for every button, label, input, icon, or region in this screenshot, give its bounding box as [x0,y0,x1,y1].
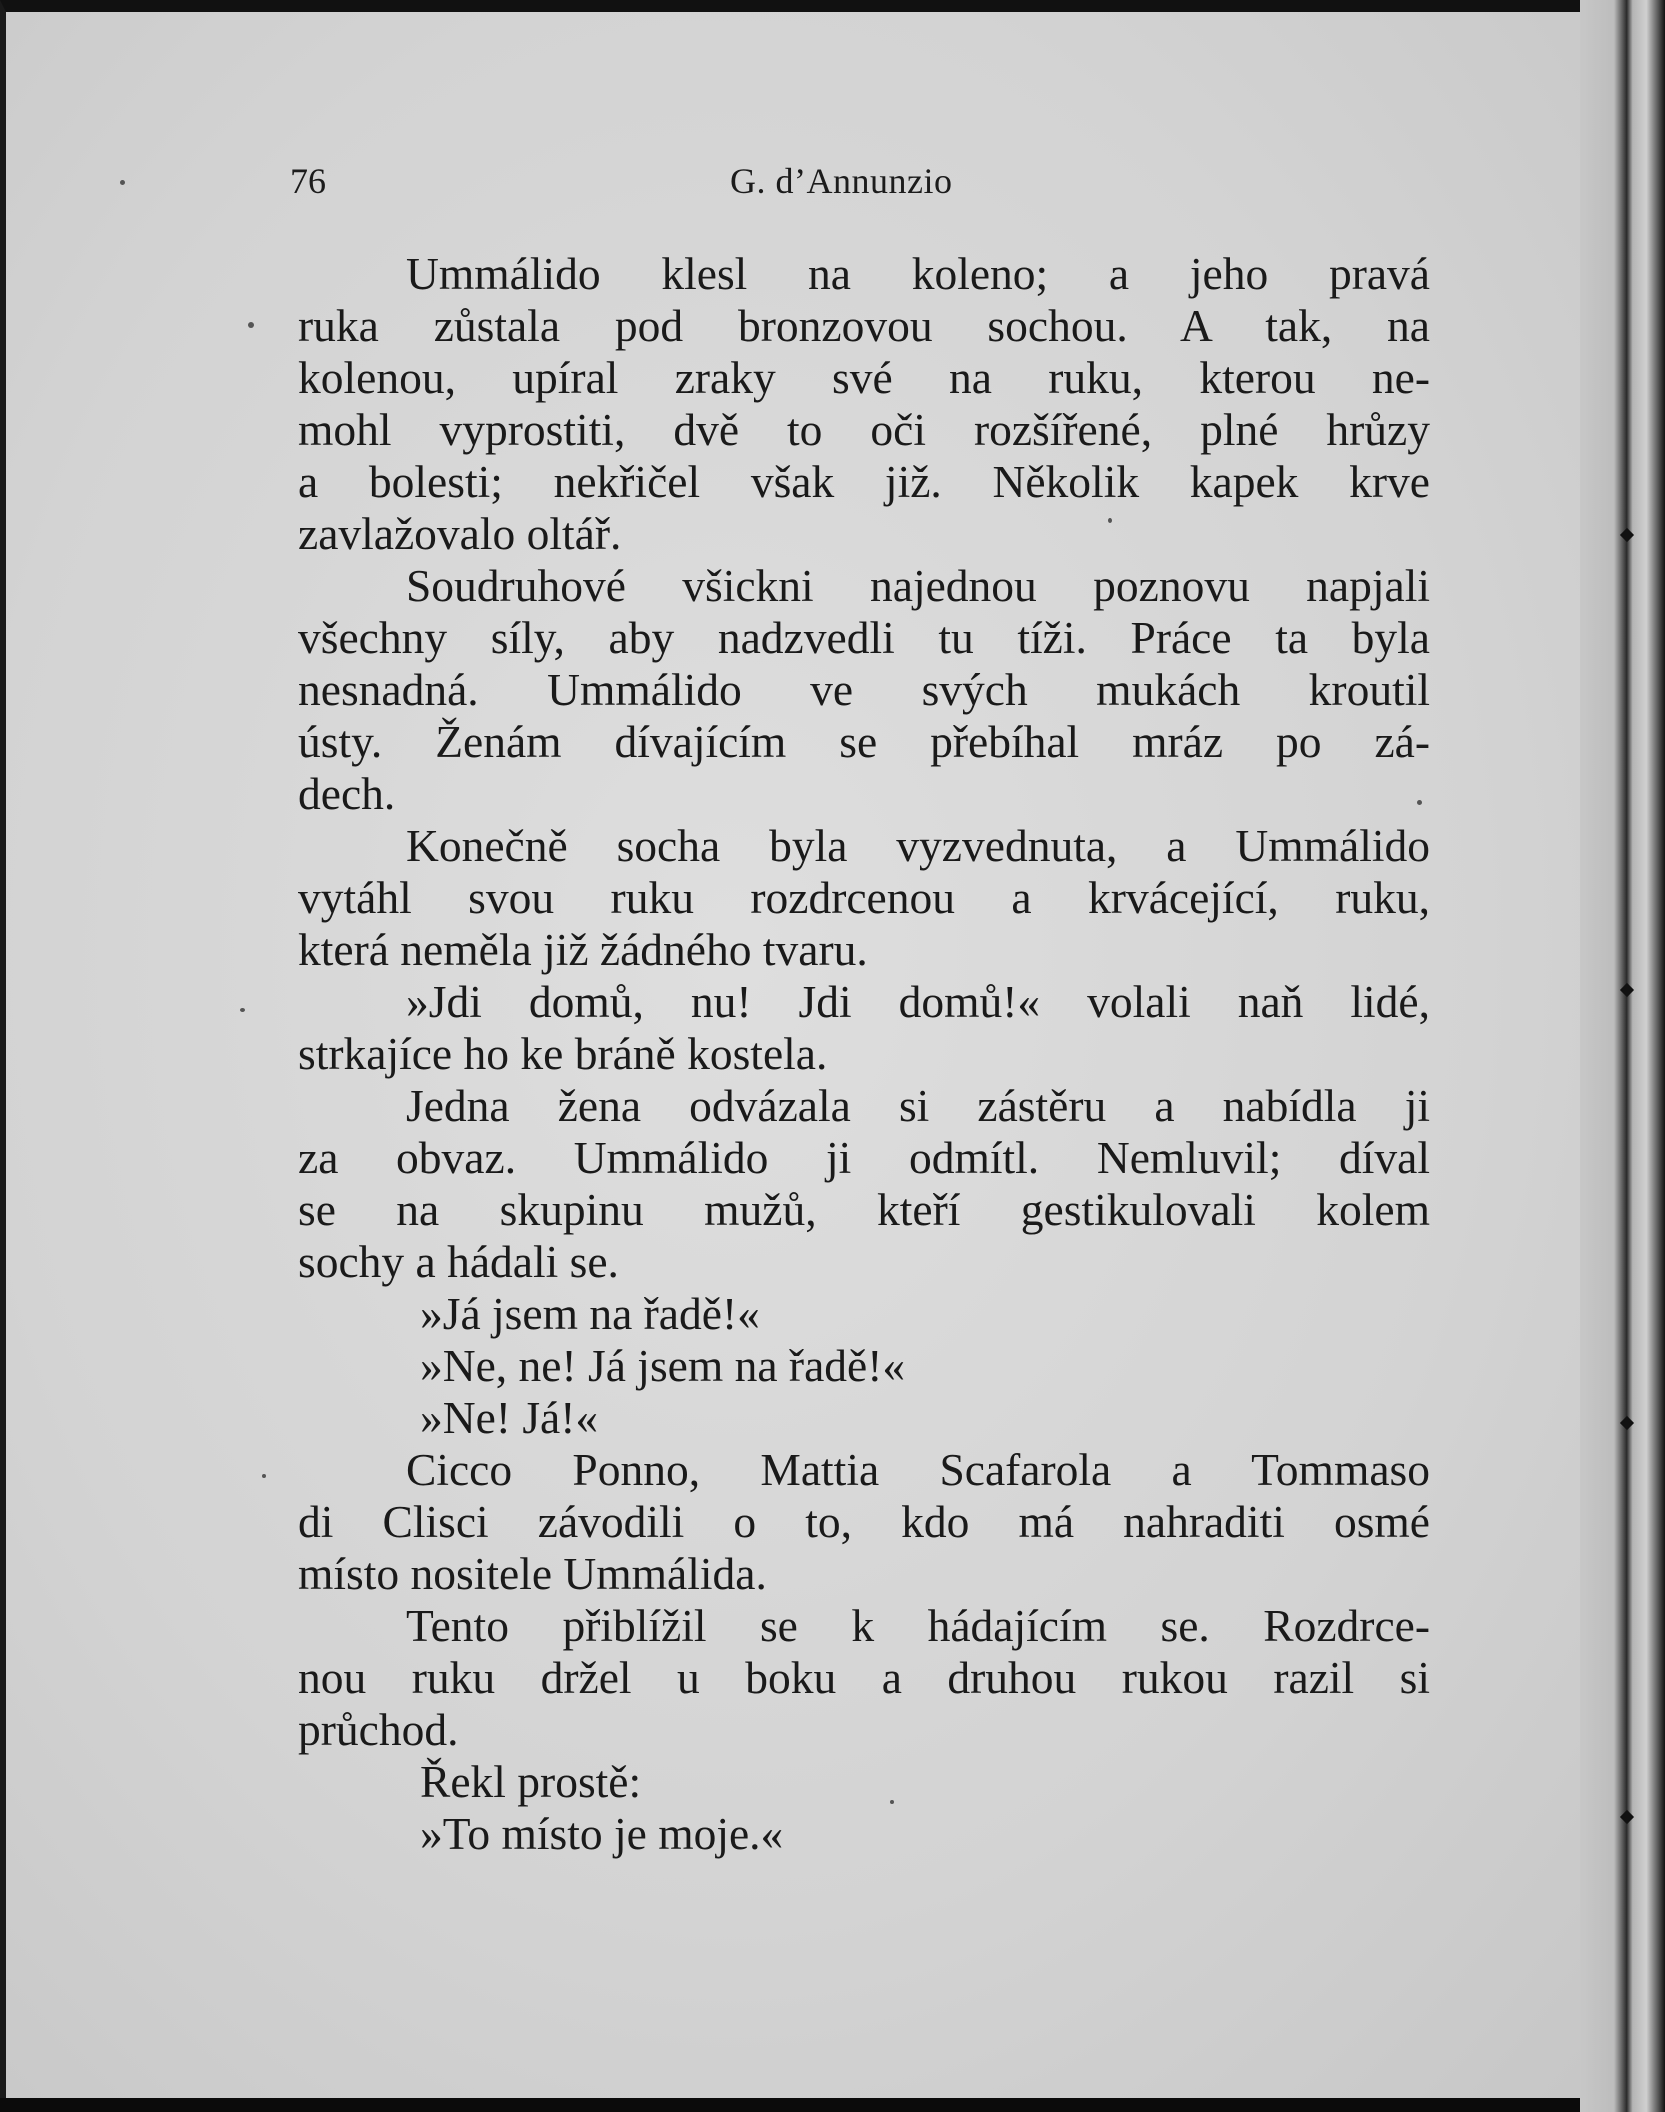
text-line: ruka zůstala pod bronzovou sochou. A tak, na [298,300,1430,351]
text-line: Řekl prostě: [420,1756,642,1807]
text-line: »Jdi domů, nu! Jdi domů!« volali naň lidé, [406,976,1430,1027]
text-line: sochy a hádali se. [298,1236,619,1287]
paper-speck [1108,518,1112,523]
text-line: di Clisci závodili o to, kdo má nahraditi osmé [298,1496,1430,1547]
body-text [298,248,1430,1860]
text-line: mohl vyprostiti, dvě to oči rozšířené, plné hrůzy [298,404,1430,455]
page-number: 76 [290,161,326,201]
text-line: se na skupinu mužů, kteří gestikulovali kolem [298,1184,1430,1235]
text-line: průchod. [298,1704,459,1755]
book-spine [1580,0,1665,2112]
paper-speck [248,322,254,328]
text-line: dech. [298,768,396,819]
text-line: »Ne, ne! Já jsem na řadě!« [420,1340,906,1391]
paper-speck [1417,800,1422,805]
text-line: ústy. Ženám dívajícím se přebíhal mráz po zá- [298,716,1430,767]
text-line: která neměla již žádného tvaru. [298,924,868,975]
text-line: vytáhl svou ruku rozdrcenou a krvácející, ruku, [298,872,1430,923]
text-line: »Já jsem na řadě!« [420,1288,760,1339]
text-line: Soudruhové všickni najednou poznovu napjali [406,560,1430,611]
text-line: Konečně socha byla vyzvednuta, a Ummálido [406,820,1430,871]
text-line: »To místo je moje.« [420,1808,784,1859]
paper-speck [240,1008,245,1012]
text-line: kolenou, upíral zraky své na ruku, kterou ne- [298,352,1430,403]
text-line: zavlažovalo oltář. [298,508,622,559]
text-line: všechny síly, aby nadzvedli tu tíži. Práce ta byla [298,612,1430,663]
text-line: strkajíce ho ke bráně kostela. [298,1028,828,1079]
text-line: Jedna žena odvázala si zástěru a nabídla ji [406,1080,1430,1131]
running-head: G. d’Annunzio [730,161,953,201]
text-line: Ummálido klesl na koleno; a jeho pravá [406,248,1430,299]
text-line: nou ruku držel u boku a druhou rukou razil si [298,1652,1430,1703]
text-line: nesnadná. Ummálido ve svých mukách kroutil [298,664,1430,715]
text-line: a bolesti; nekřičel však již. Několik kapek krve [298,456,1430,507]
paper-speck [262,1474,266,1478]
page-header [290,160,1010,210]
text-line: místo nositele Ummálida. [298,1548,767,1599]
text-line: Tento přiblížil se k hádajícím se. Rozdrce- [406,1600,1430,1651]
paper-speck [120,180,125,185]
text-line: za obvaz. Ummálido ji odmítl. Nemluvil; díval [298,1132,1430,1183]
text-line: Cicco Ponno, Mattia Scafarola a Tommaso [406,1444,1430,1495]
paper-speck [890,1800,894,1804]
text-line: »Ne! Já!« [420,1392,599,1443]
